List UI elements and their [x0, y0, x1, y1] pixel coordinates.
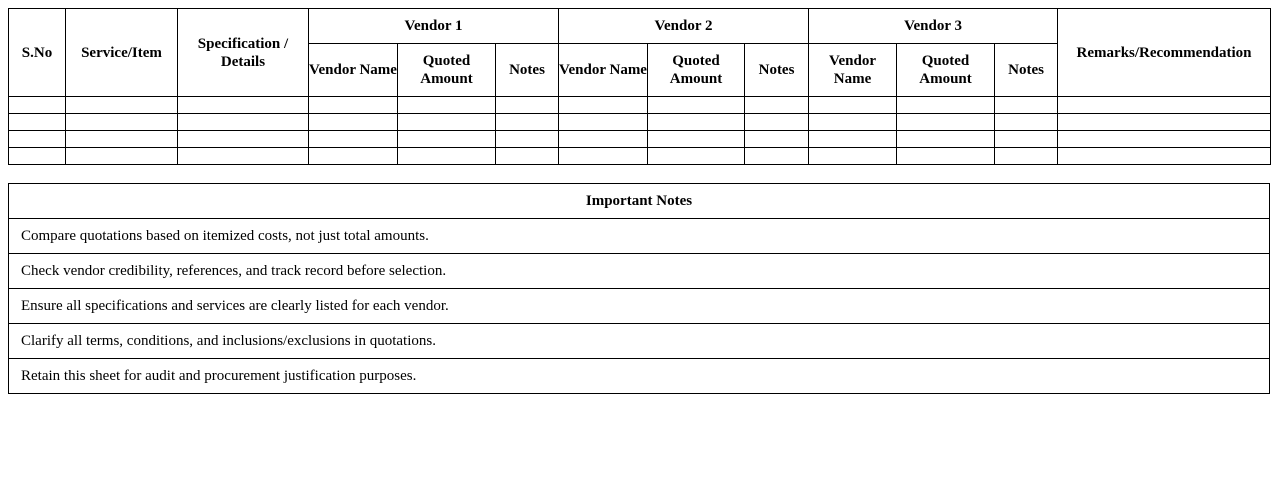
table-cell[interactable]	[745, 97, 809, 114]
table-cell[interactable]	[398, 131, 496, 148]
table-cell[interactable]	[648, 97, 745, 114]
table-cell[interactable]	[398, 148, 496, 165]
header-vendor-3-notes: Notes	[995, 44, 1058, 97]
table-row	[9, 148, 1271, 165]
table-cell[interactable]	[178, 148, 309, 165]
comparison-body	[9, 97, 1271, 165]
table-cell[interactable]	[745, 148, 809, 165]
table-cell[interactable]	[559, 148, 648, 165]
table-cell[interactable]	[66, 114, 178, 131]
note-row	[9, 219, 1270, 254]
header-vendor-1-amount: Quoted Amount	[398, 44, 496, 97]
table-cell[interactable]	[809, 131, 897, 148]
table-cell[interactable]	[995, 148, 1058, 165]
table-cell[interactable]	[809, 97, 897, 114]
vendor-comparison-table	[8, 8, 1271, 165]
table-cell[interactable]	[648, 114, 745, 131]
table-cell[interactable]	[809, 114, 897, 131]
note-text: Retain this sheet for audit and procurement justification purposes.	[9, 359, 1270, 394]
table-cell[interactable]	[66, 148, 178, 165]
table-cell[interactable]	[559, 97, 648, 114]
table-cell[interactable]	[496, 131, 559, 148]
note-row	[9, 324, 1270, 359]
table-cell[interactable]	[309, 114, 398, 131]
table-cell[interactable]	[897, 148, 995, 165]
table-cell[interactable]	[1058, 114, 1271, 131]
note-row	[9, 289, 1270, 324]
table-cell[interactable]	[1058, 131, 1271, 148]
table-row	[9, 114, 1271, 131]
header-vendor-1-name: Vendor Name	[309, 44, 398, 97]
table-cell[interactable]	[995, 114, 1058, 131]
notes-header-row	[9, 184, 1270, 219]
table-cell[interactable]	[9, 97, 66, 114]
header-vendor-2: Vendor 2	[559, 9, 809, 44]
table-cell[interactable]	[178, 131, 309, 148]
table-cell[interactable]	[897, 114, 995, 131]
header-specification: Specification / Details	[178, 9, 309, 97]
table-cell[interactable]	[745, 114, 809, 131]
document	[8, 8, 1270, 394]
table-cell[interactable]	[398, 97, 496, 114]
header-vendor-1-notes: Notes	[496, 44, 559, 97]
note-text: Compare quotations based on itemized costs, not just total amounts.	[9, 219, 1270, 254]
table-cell[interactable]	[309, 97, 398, 114]
header-vendor-2-amount: Quoted Amount	[648, 44, 745, 97]
note-text: Ensure all specifications and services are clearly listed for each vendor.	[9, 289, 1270, 324]
table-cell[interactable]	[559, 131, 648, 148]
table-row	[9, 131, 1271, 148]
header-vendor-2-notes: Notes	[745, 44, 809, 97]
table-cell[interactable]	[309, 148, 398, 165]
note-row	[9, 359, 1270, 394]
table-cell[interactable]	[559, 114, 648, 131]
important-notes-title: Important Notes	[9, 184, 1270, 219]
table-cell[interactable]	[66, 97, 178, 114]
header-vendor-2-name: Vendor Name	[559, 44, 648, 97]
table-cell[interactable]	[809, 148, 897, 165]
table-cell[interactable]	[9, 114, 66, 131]
table-cell[interactable]	[496, 148, 559, 165]
table-cell[interactable]	[648, 131, 745, 148]
note-row	[9, 254, 1270, 289]
notes-body	[9, 219, 1270, 394]
header-sno: S.No	[9, 9, 66, 97]
table-cell[interactable]	[1058, 148, 1271, 165]
note-text: Clarify all terms, conditions, and inclusions/exclusions in quotations.	[9, 324, 1270, 359]
table-cell[interactable]	[309, 131, 398, 148]
table-cell[interactable]	[897, 97, 995, 114]
table-cell[interactable]	[398, 114, 496, 131]
table-cell[interactable]	[9, 131, 66, 148]
header-remarks: Remarks/Recommendation	[1058, 9, 1271, 97]
table-cell[interactable]	[178, 97, 309, 114]
table-cell[interactable]	[496, 114, 559, 131]
header-service-item: Service/Item	[66, 9, 178, 97]
important-notes-table	[8, 183, 1270, 394]
header-vendor-1: Vendor 1	[309, 9, 559, 44]
table-cell[interactable]	[745, 131, 809, 148]
table-row	[9, 97, 1271, 114]
header-group-row	[9, 9, 1271, 44]
header-vendor-3-name: Vendor Name	[809, 44, 897, 97]
table-cell[interactable]	[995, 131, 1058, 148]
header-vendor-3: Vendor 3	[809, 9, 1058, 44]
note-text: Check vendor credibility, references, and track record before selection.	[9, 254, 1270, 289]
table-cell[interactable]	[995, 97, 1058, 114]
table-cell[interactable]	[9, 148, 66, 165]
table-cell[interactable]	[897, 131, 995, 148]
table-cell[interactable]	[66, 131, 178, 148]
table-cell[interactable]	[496, 97, 559, 114]
table-cell[interactable]	[648, 148, 745, 165]
table-cell[interactable]	[1058, 97, 1271, 114]
table-cell[interactable]	[178, 114, 309, 131]
header-vendor-3-amount: Quoted Amount	[897, 44, 995, 97]
